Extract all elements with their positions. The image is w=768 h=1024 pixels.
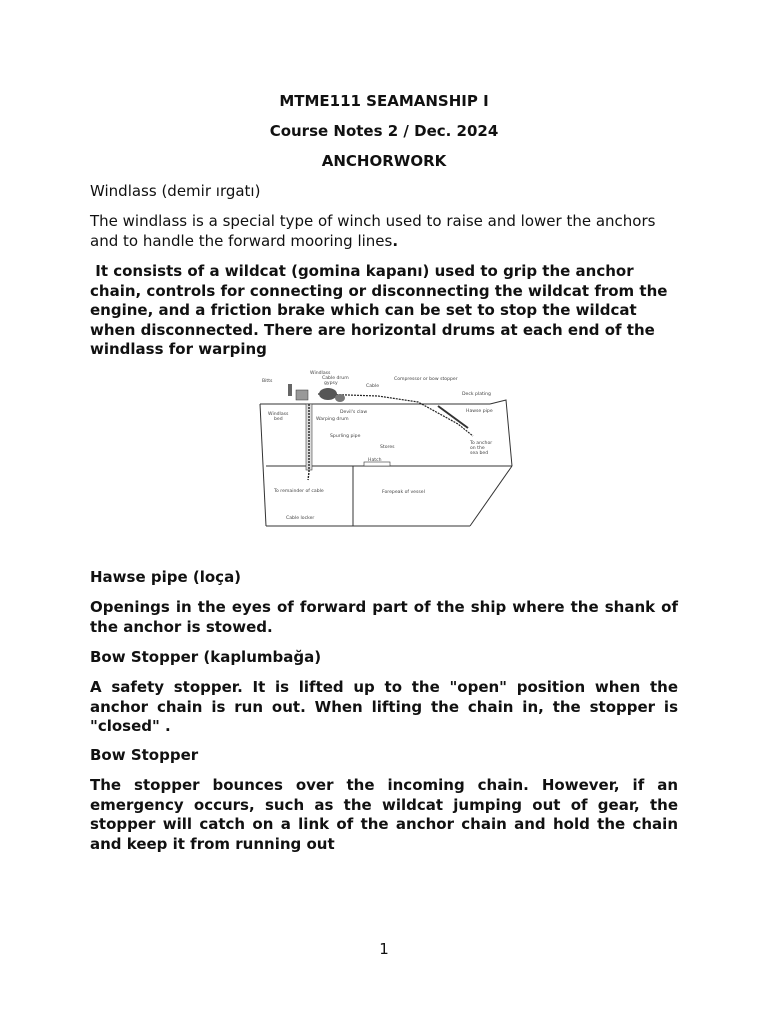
bow-stopper-text-2: The stopper bounces over the incoming chain. However, if an emergency occurs, such as the wildcat jumping out of gear, the stopper will catch on a link of the anchor chain and hold the chain and keep it from running out [90,776,678,853]
bow-stopper-heading: Bow Stopper (kaplumbağa) [90,648,322,666]
label-spurling-pipe: Spurling pipe [330,434,361,439]
label-compressor: Compressor or bow stopper [394,377,458,382]
label-windlass-bed-2: bed [274,417,283,422]
label-hatch: Hatch [368,458,382,463]
label-warping-drum: Warping drum [316,417,349,422]
label-to-anchor-1: To anchor [470,441,493,446]
hawse-pipe-text: Openings in the eyes of forward part of the ship where the shank of the anchor is stowed. [90,598,678,636]
label-windlass-bed-1: Windlass [268,412,289,417]
label-deck-plating: Deck plating [462,392,491,397]
label-windlass: Windlass [310,371,331,376]
windlass-intro-period: . [392,231,399,250]
course-title: MTME111 SEAMANSHIP I [279,92,489,110]
page-number: 1 [379,940,389,958]
label-cable-locker: Cable locker [286,516,315,521]
label-hawse-pipe: Hawse pipe [466,409,493,414]
label-to-remainder: To remainder of cable [274,489,324,494]
label-cable-drum: Cable drum [322,376,349,381]
label-devils-claw: Devil's claw [340,410,368,415]
hawse-pipe-heading: Hawse pipe (loça) [90,568,242,586]
windlass-intro-text: The windlass is a special type of winch used to raise and lower the anchors and to handle the forward mooring lines [90,212,656,250]
windlass-diagram-svg [258,368,514,528]
windlass-heading: Windlass (demir ırgatı) [90,182,261,200]
bow-stopper-text: A safety stopper. It is lifted up to the "open" position when the anchor chain is run out. When lifting the chain in, the stopper is "closed" . [90,678,678,735]
label-stores: Stores [380,445,395,450]
label-forepeak: Forepeak of vessel [382,490,425,495]
course-notes: Course Notes 2 / Dec. 2024 [269,122,499,140]
label-to-anchor-3: sea bed [470,451,489,456]
label-gypsy: gypsy [324,381,338,386]
label-to-anchor-2: on the [470,446,485,451]
label-cable: Cable [366,384,380,389]
bow-stopper-heading-2: Bow Stopper [90,746,199,764]
topic-heading: ANCHORWORK [321,152,447,170]
windlass-diagram [258,368,514,528]
label-bitts: Bitts [262,379,273,384]
windlass-intro [90,212,678,251]
windlass-detail: It consists of a wildcat (gomina kapanı) used to grip the anchor chain, controls for connecting or disconnecting the wildcat from the engine, and a friction brake which can be set to stop the wildcat when disconnected. There are horizontal drums at each end of the windlass for warping [90,262,673,358]
